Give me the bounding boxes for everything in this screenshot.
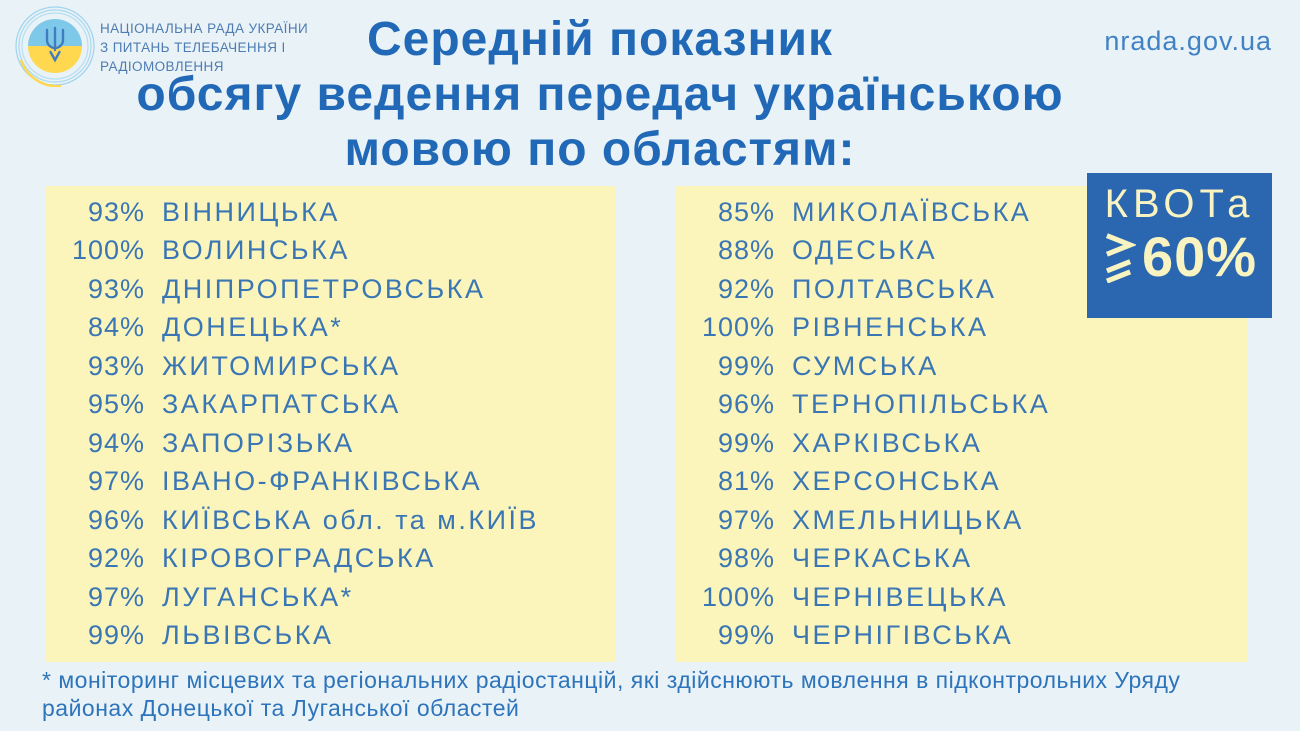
quota-value: 60% <box>1141 225 1258 288</box>
region-row <box>675 424 1248 463</box>
region-percent: 99% <box>717 350 775 381</box>
region-name: ЛЬВІВСЬКА <box>162 620 334 651</box>
region-percent: 99% <box>717 427 775 458</box>
region-percent: 93% <box>87 273 145 304</box>
region-name: ІВАНО-ФРАНКІВСЬКА <box>162 466 483 497</box>
title-line3: мовою по областям: <box>344 123 856 176</box>
org-name-line1: НАЦІОНАЛЬНА РАДА УКРАЇНИ <box>100 21 309 36</box>
region-name: ПОЛТАВСЬКА <box>792 273 997 304</box>
region-name: КІРОВОГРАДСЬКА <box>162 543 436 574</box>
region-row <box>45 463 615 502</box>
footnote: * моніторинг місцевих та регіональних радіостанцій, які здійснюють мовлення в підконтрольних Уряду районах Донецької та Луганської областей <box>42 667 1181 721</box>
quota-label: КВОТа <box>1104 182 1255 226</box>
org-name-line3: РАДІОМОВЛЕННЯ <box>100 59 224 74</box>
region-percent: 99% <box>87 620 145 651</box>
region-name: ЧЕРКАСЬКА <box>792 543 973 574</box>
region-row <box>675 617 1248 656</box>
region-percent: 84% <box>87 312 145 343</box>
region-percent: 96% <box>717 389 775 420</box>
region-row <box>45 232 615 271</box>
region-name: ДНІПРОПЕТРОВСЬКА <box>162 273 486 304</box>
region-percent: 85% <box>717 196 775 227</box>
region-name: МИКОЛАЇВСЬКА <box>792 196 1032 227</box>
page-title <box>30 12 1170 177</box>
region-name: ЧЕРНІГІВСЬКА <box>792 620 1014 651</box>
region-row <box>675 501 1248 540</box>
region-name: ВІННИЦЬКА <box>162 196 340 227</box>
region-percent: 92% <box>87 543 145 574</box>
region-name: ЖИТОМИРСЬКА <box>162 350 401 381</box>
region-row <box>45 617 615 656</box>
region-percent: 100% <box>701 312 775 343</box>
site-url: nrada.gov.ua <box>1104 26 1272 56</box>
region-row <box>675 540 1248 579</box>
region-row <box>45 578 615 617</box>
region-row <box>45 501 615 540</box>
region-row <box>45 193 615 232</box>
region-percent: 97% <box>87 466 145 497</box>
region-percent: 98% <box>717 543 775 574</box>
quota-value-row <box>1102 225 1258 288</box>
region-percent: 92% <box>717 273 775 304</box>
greater-or-equal-icon <box>1102 231 1136 283</box>
region-percent: 99% <box>717 620 775 651</box>
region-row <box>675 386 1248 425</box>
region-percent: 94% <box>87 427 145 458</box>
region-percent: 97% <box>717 504 775 535</box>
region-name: ЗАКАРПАТСЬКА <box>162 389 401 420</box>
region-row <box>45 347 615 386</box>
region-percent: 96% <box>87 504 145 535</box>
region-percent: 93% <box>87 350 145 381</box>
region-name: ЧЕРНІВЕЦЬКА <box>792 581 1008 612</box>
region-row <box>675 463 1248 502</box>
region-percent: 100% <box>71 235 145 266</box>
region-name: ЛУГАНСЬКА* <box>162 581 354 612</box>
region-row <box>45 309 615 348</box>
regions-panel-left <box>45 186 615 662</box>
region-percent: 93% <box>87 196 145 227</box>
region-name: ВОЛИНСЬКА <box>162 235 350 266</box>
region-name: КИЇВСЬКА обл. та м.КИЇВ <box>162 504 540 535</box>
region-percent: 81% <box>717 466 775 497</box>
region-name: ХАРКІВСЬКА <box>792 427 983 458</box>
region-row <box>675 578 1248 617</box>
region-row <box>675 347 1248 386</box>
region-name: ДОНЕЦЬКА* <box>162 312 344 343</box>
region-name: ХМЕЛЬНИЦЬКА <box>792 504 1024 535</box>
region-row <box>45 540 615 579</box>
org-name-line2: З ПИТАНЬ ТЕЛЕБАЧЕННЯ І <box>100 40 286 55</box>
title-line2: обсягу ведення передач українською <box>136 68 1064 121</box>
region-row <box>45 270 615 309</box>
region-name: ЗАПОРІЗЬКА <box>162 427 355 458</box>
region-percent: 97% <box>87 581 145 612</box>
quota-badge <box>1087 173 1272 318</box>
region-name: СУМСЬКА <box>792 350 939 381</box>
region-row <box>45 424 615 463</box>
region-name: ОДЕСЬКА <box>792 235 938 266</box>
region-name: ХЕРСОНСЬКА <box>792 466 1002 497</box>
region-name: РІВНЕНСЬКА <box>792 312 989 343</box>
region-percent: 95% <box>87 389 145 420</box>
region-percent: 88% <box>717 235 775 266</box>
region-percent: 100% <box>701 581 775 612</box>
region-name: ТЕРНОПІЛЬСЬКА <box>792 389 1051 420</box>
title-line1: Середній показник <box>366 13 833 66</box>
region-row <box>45 386 615 425</box>
